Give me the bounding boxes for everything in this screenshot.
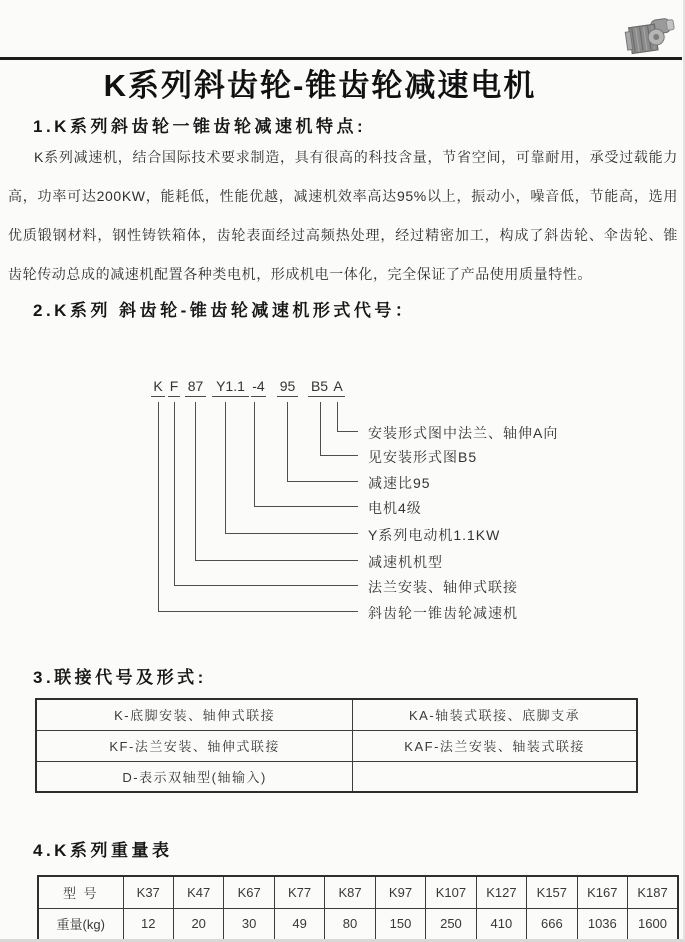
weight-cell: 150	[375, 908, 425, 940]
model-header-cell: 型 号	[38, 876, 123, 908]
section-1-heading: 1.K系列斜齿轮一锥齿轮减速机特点:	[33, 117, 367, 136]
connector-line-pole	[254, 402, 255, 506]
conn-cell-empty	[353, 761, 637, 792]
connector-elbow-f	[174, 585, 358, 586]
model-cell: K157	[527, 876, 577, 908]
conn-cell-k: K-底脚安装、轴伸式联接	[36, 699, 353, 730]
code-part-y11: Y1.1	[212, 378, 249, 397]
code-label-b5: 见安装形式图B5	[368, 449, 478, 465]
weight-cell: 666	[527, 908, 577, 940]
table-row	[36, 699, 637, 730]
conn-cell-kf: KF-法兰安装、轴伸式联接	[36, 730, 353, 761]
weight-cell: 12	[123, 908, 173, 940]
code-part-87: 87	[185, 378, 206, 397]
code-part-f: F	[168, 378, 180, 397]
connector-line-b5	[320, 402, 321, 455]
model-cell: K47	[173, 876, 223, 908]
model-cell: K127	[476, 876, 526, 908]
connector-line-y11	[225, 402, 226, 533]
weight-cell: 30	[224, 908, 274, 940]
code-part-a: A	[331, 378, 345, 397]
feature-paragraph: K系列减速机，结合国际技术要求制造，具有很高的科技含量，节省空间，可靠耐用，承受过载能力高，功率可达200KW，能耗低，性能优越，减速机效率高达95%以上，振动小，噪音低，节能高，选用优质锻钢材料，钢性铸铁箱体，齿轮表面经过高频热处理，经过精密加工，构成了斜齿轮、伞齿轮、锥齿轮传动总成的减速机配置各种类电机，形成机电一体化，完全保证了产品使用质量特性。	[8, 149, 678, 282]
connector-elbow-95	[287, 481, 358, 482]
model-cell: K37	[123, 876, 173, 908]
table-row-models	[38, 876, 678, 908]
connection-code-table	[35, 698, 638, 793]
connector-elbow-pole	[254, 506, 358, 507]
section-4-heading: 4.K系列重量表	[33, 841, 173, 860]
code-label-motor: Y系列电动机1.1KW	[368, 527, 501, 543]
connector-elbow-k	[158, 611, 358, 612]
page-title: K系列斜齿轮-锥齿轮减速电机	[103, 68, 537, 103]
code-part-b5: B5	[308, 378, 331, 397]
connector-line-a	[337, 402, 338, 431]
weight-cell: 250	[426, 908, 476, 940]
section-2-heading: 2.K系列 斜齿轮-锥齿轮减速机形式代号：	[33, 301, 416, 320]
weight-cell: 1036	[577, 908, 627, 940]
connector-line-k	[158, 402, 159, 611]
weight-cell: 49	[274, 908, 324, 940]
model-cell: K77	[274, 876, 324, 908]
connector-elbow-87	[195, 560, 358, 561]
connector-elbow-b5	[320, 455, 358, 456]
code-label-ratio: 减速比95	[368, 475, 431, 491]
code-label-frame: 减速机机型	[368, 554, 443, 570]
conn-cell-d: D-表示双轴型(轴输入)	[36, 761, 353, 792]
code-label-mounting-a: 安装形式图中法兰、轴伸A向	[368, 425, 559, 441]
connector-elbow-a	[337, 431, 358, 432]
weight-row-label: 重量(kg)	[38, 908, 123, 940]
code-label-flange: 法兰安装、轴伸式联接	[368, 579, 518, 595]
connector-line-95	[287, 402, 288, 481]
connector-elbow-y11	[225, 533, 358, 534]
code-part-95: 95	[277, 378, 298, 397]
weight-cell: 80	[325, 908, 375, 940]
connector-line-87	[195, 402, 196, 560]
model-cell: K67	[224, 876, 274, 908]
section-3-heading: 3.联接代号及形式:	[33, 668, 207, 687]
code-part-pole: -4	[251, 378, 266, 397]
model-cell: K167	[577, 876, 627, 908]
conn-cell-kaf: KAF-法兰安装、轴装式联接	[353, 730, 637, 761]
weight-cell: 1600	[628, 908, 678, 940]
model-cell: K187	[628, 876, 678, 908]
table-row-weights	[38, 908, 678, 940]
code-part-k: K	[151, 378, 165, 397]
weight-cell: 20	[173, 908, 223, 940]
code-label-series: 斜齿轮一锥齿轮减速机	[368, 605, 518, 621]
weight-table	[37, 875, 679, 941]
model-cell: K87	[325, 876, 375, 908]
code-label-poles: 电机4级	[368, 500, 422, 516]
table-row	[36, 730, 637, 761]
model-cell: K97	[375, 876, 425, 908]
weight-cell: 410	[476, 908, 526, 940]
gear-motor-photo-icon	[618, 13, 680, 59]
conn-cell-ka: KA-轴装式联接、底脚支承	[353, 699, 637, 730]
model-cell: K107	[426, 876, 476, 908]
table-row	[36, 761, 637, 792]
connector-line-f	[174, 402, 175, 585]
